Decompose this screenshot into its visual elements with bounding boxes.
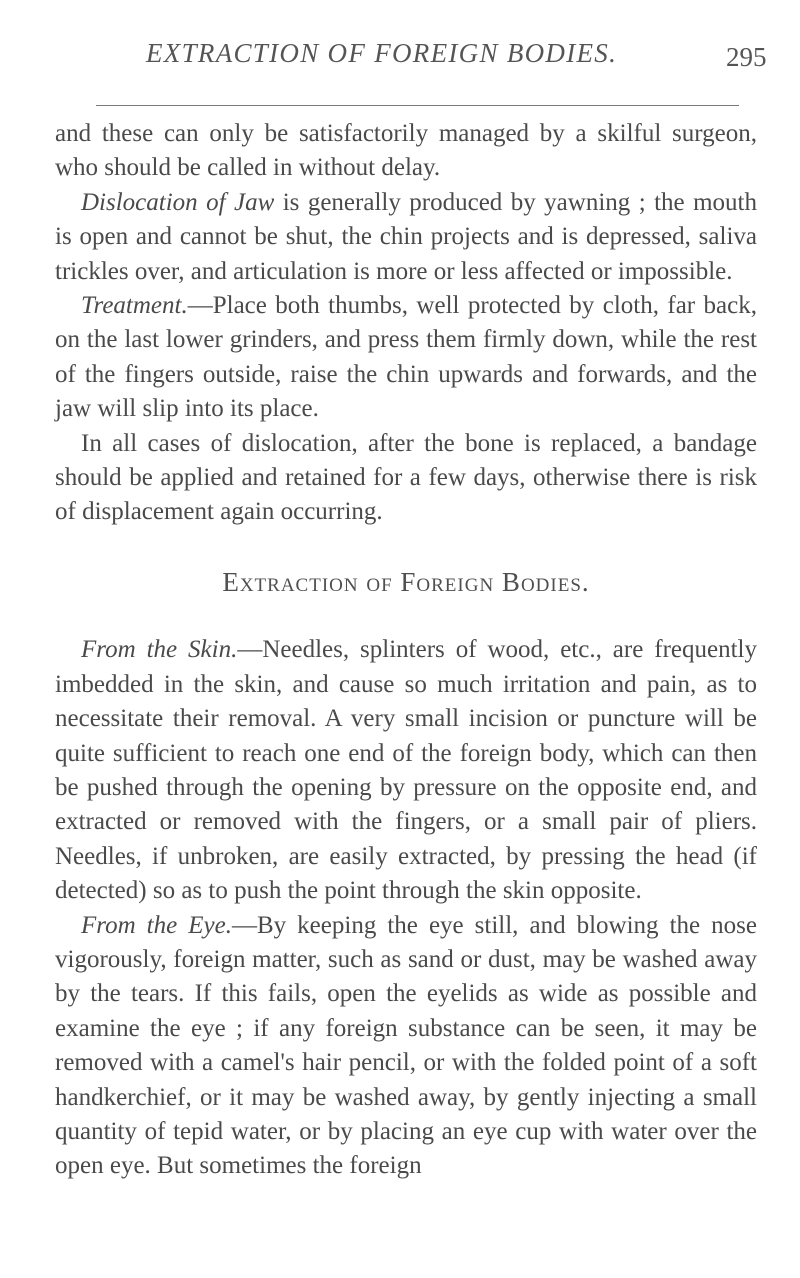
bandage-paragraph-text: In all cases of dislocation, after the bone is replaced, a bandage should be applied and retained for a few days, otherwise there is risk of displacement again occurring. (55, 429, 757, 526)
treatment-lead: Treatment. (81, 292, 188, 320)
from-skin-text: —Needles, splinters of wood, etc., are frequently imbedded in the skin, and cause so much irritation and pain, as to necessitate their removal. A very small incision or puncture will be quite sufficient to reach one end of the foreign body, which can then be pushed through the opening by pressure on the opposite end, and extracted or removed with the fingers, or a small pair of pliers. Needles, if unbroken, are easily extracted, by pressing the head (if detected) so as to push the point through the skin opposite. (55, 636, 757, 905)
treatment-paragraph (55, 289, 757, 427)
jaw-dislocation-paragraph (55, 186, 757, 289)
from-eye-paragraph (55, 909, 757, 1184)
treatment-text: —Place both thumbs, well protected by cloth, far back, on the last lower grinders, and press them firmly down, while the rest of the fingers outside, raise the chin upwards and forwards, and the jaw will slip into its place. (55, 292, 757, 423)
jaw-dislocation-text: is generally produced by yawning ; the mouth is open and cannot be shut, the chin projects and is depressed, saliva trickles over, and articulation is more or less affected or impossible. (55, 188, 757, 285)
from-skin-lead: From the Skin. (81, 636, 238, 664)
jaw-dislocation-lead: Dislocation of Jaw (81, 188, 275, 216)
header-rule (96, 105, 739, 106)
from-eye-text: —By keeping the eye still, and blowing the nose vigorously, foreign matter, such as sand or dust, may be washed away by the tears. If this fails, open the eyelids as wide as possible and examine the eye ; if any foreign substance can be seen, it may be removed with a camel's hair pencil, or with the folded point of a soft handkerchief, or it may be washed away, by gently injecting a small quantity of tepid water, or by placing an eye cup with water over the open eye. But sometimes the foreign (55, 911, 757, 1180)
bandage-paragraph (55, 427, 757, 530)
from-eye-lead: From the Eye. (81, 911, 232, 939)
page-number: 295 (726, 42, 767, 72)
continued-paragraph (55, 117, 757, 186)
running-title: EXTRACTION OF FOREIGN BODIES. (146, 38, 618, 68)
page-body (55, 117, 757, 1184)
continued-paragraph-text: and these can only be satisfactorily managed by a skilful surgeon, who should be called in without delay. (55, 120, 757, 182)
from-skin-paragraph (55, 633, 757, 908)
section-heading: Extraction of Foreign Bodies. (222, 566, 590, 597)
